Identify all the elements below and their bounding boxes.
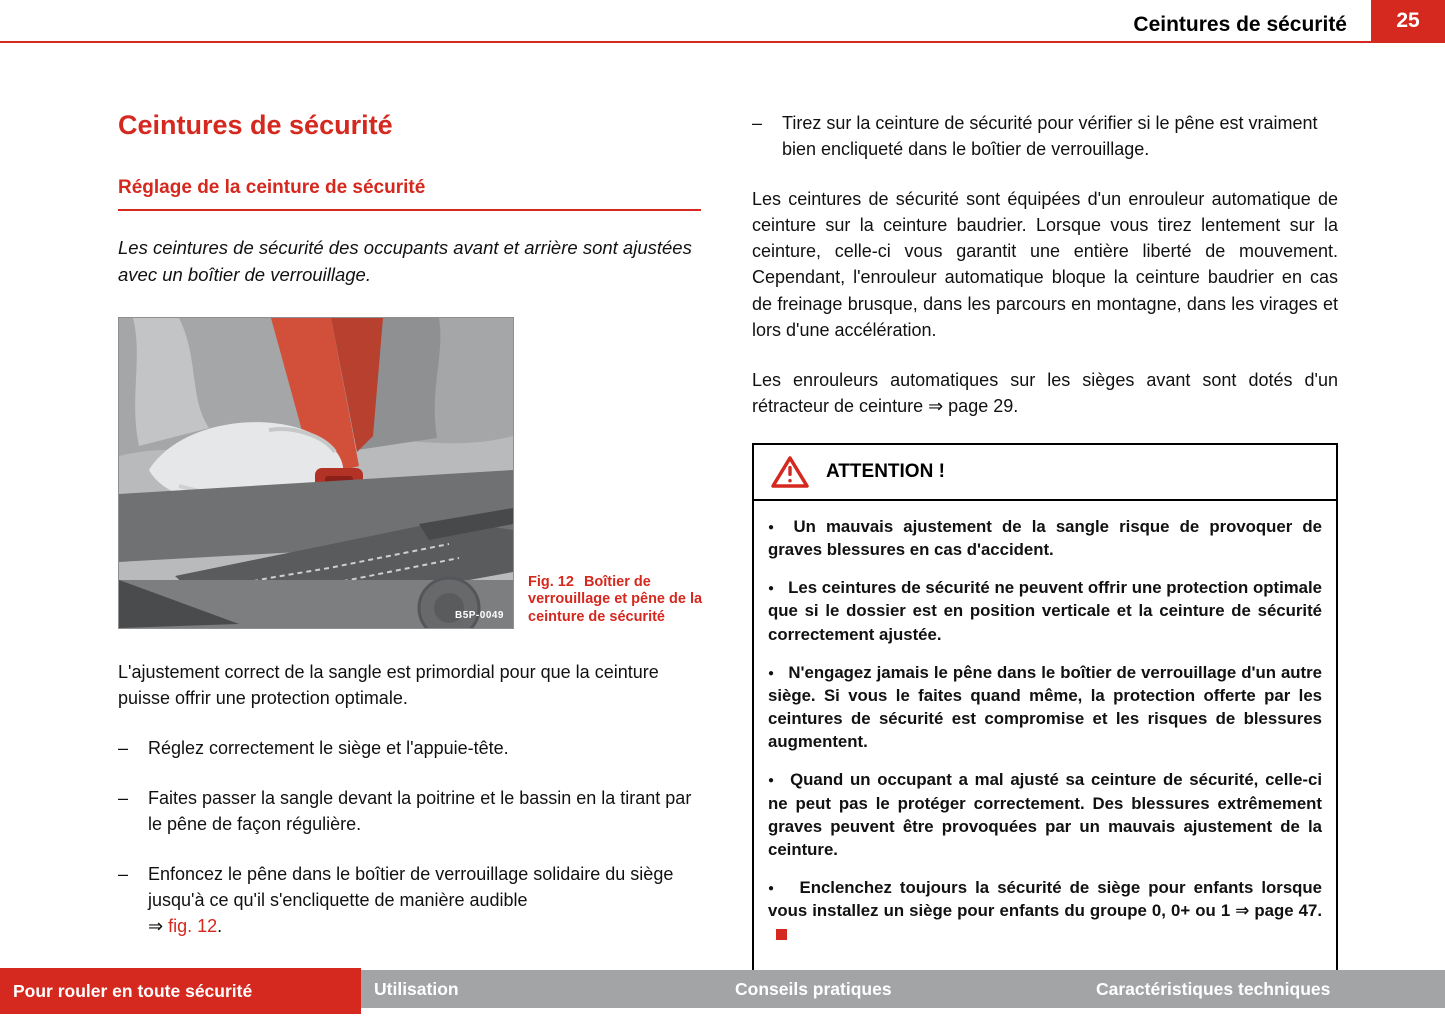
instruction-list [118, 735, 701, 940]
warning-triangle-icon [770, 455, 810, 489]
reference-arrow: ⇒ [148, 916, 169, 937]
reference-period: . [217, 916, 223, 937]
figure-caption [528, 574, 703, 627]
list-item: – Tirez sur la ceinture de sécurité pour vérifier si le pêne est vraiment bien encliqueté dans le boîtier de verrouillage. [752, 110, 1338, 162]
warning-item-text: Enclenchez toujours la sécurité de siège pour enfants lorsque vous installez un siège pour enfants du groupe 0, 0+ ou 1 ⇒ page 47. [768, 878, 1322, 921]
figure-image [118, 317, 514, 629]
footer [0, 968, 1445, 1019]
warning-item [768, 876, 1322, 946]
list-item: – Faites passer la sangle devant la poitrine et le bassin en la tirant par le pêne de façon régulière. [118, 785, 701, 837]
footer-tab-utilisation[interactable]: Utilisation [361, 970, 722, 1008]
body-paragraph: L'ajustement correct de la sangle est primordial pour que la ceinture puisse offrir une protection optimale. [118, 661, 659, 708]
figure-code: B5P-0049 [454, 609, 504, 621]
page-number-badge: 25 [1371, 0, 1445, 41]
footer-tab-caracteristiques[interactable]: Caractéristiques techniques [1083, 970, 1445, 1008]
chapter-heading: Ceintures de sécurité [118, 110, 393, 140]
figure-row [118, 317, 701, 629]
running-header-title: Ceintures de sécurité [1133, 13, 1347, 36]
warning-item: ● N'engagez jamais le pêne dans le boîtier de verrouillage d'un autre siège. Si vous le faites quand même, la protection offerte par les ceintures de sécurité est compromise et les risques de blessures augmentent. [768, 661, 1322, 754]
instruction-list-right [752, 110, 1338, 162]
warning-box [752, 443, 1338, 973]
fig-reference-link[interactable]: fig. 12 [168, 916, 218, 937]
seatbelt-buckle-photo [119, 318, 513, 628]
body-paragraph: Les ceintures de sécurité sont équipées d'un enrouleur automatique de ceinture sur la ceinture baudrier. Lorsque vous tirez lentement sur la ceinture, celle-ci vous garantit une entière liberté de mouvement. Cependant, l'enrouleur automatique bloque la ceinture baudrier en cas de freinage brusque, dans les parcours en montagne, dans les virages et lors d'une accélération. [752, 189, 1338, 340]
column-left [118, 110, 701, 963]
section-subheading: Réglage de la ceinture de sécurité [118, 177, 701, 211]
warning-item: ● Quand un occupant a mal ajusté sa ceinture de sécurité, celle-ci ne peut pas le protéger correctement. Des blessures extrêmement graves peuvent être provoquées par un mauvais ajustement de la ceinture. [768, 768, 1322, 861]
list-item: – Réglez correctement le siège et l'appuie-tête. [118, 735, 701, 761]
column-right [752, 110, 1338, 973]
warning-item: ● Les ceintures de sécurité ne peuvent offrir une protection optimale que si le dossier est en position verticale et la ceinture de sécurité correctement ajustée. [768, 576, 1322, 646]
warning-list [754, 501, 1336, 971]
warning-title: ATTENTION ! [826, 460, 945, 482]
body-paragraph: Les enrouleurs automatiques sur les sièges avant sont dotés d'un rétracteur de ceinture ⇒ page 29. [752, 369, 1338, 416]
footer-tab-conseils[interactable]: Conseils pratiques [722, 970, 1083, 1008]
lead-paragraph: Les ceintures de sécurité des occupants avant et arrière sont ajustées avec un boîtier de verrouillage. [118, 237, 692, 285]
warning-header [754, 445, 1336, 501]
footer-tab-pour-rouler[interactable]: Pour rouler en toute sécurité [0, 968, 361, 1014]
list-item [118, 861, 701, 939]
list-item-text: Enfoncez le pêne dans le boîtier de verrouillage solidaire du siège jusqu'à ce qu'il s'encliquette de manière audible [148, 864, 674, 911]
end-marker [776, 929, 787, 940]
figure-caption-text: Boîtier de verrouillage et pêne de la ceinture de sécurité [528, 573, 703, 625]
figure-caption-label: Fig. 12 [528, 573, 574, 590]
header-rule [0, 41, 1445, 43]
warning-item: ● Un mauvais ajustement de la sangle risque de provoquer de graves blessures en cas d'accident. [768, 515, 1322, 561]
